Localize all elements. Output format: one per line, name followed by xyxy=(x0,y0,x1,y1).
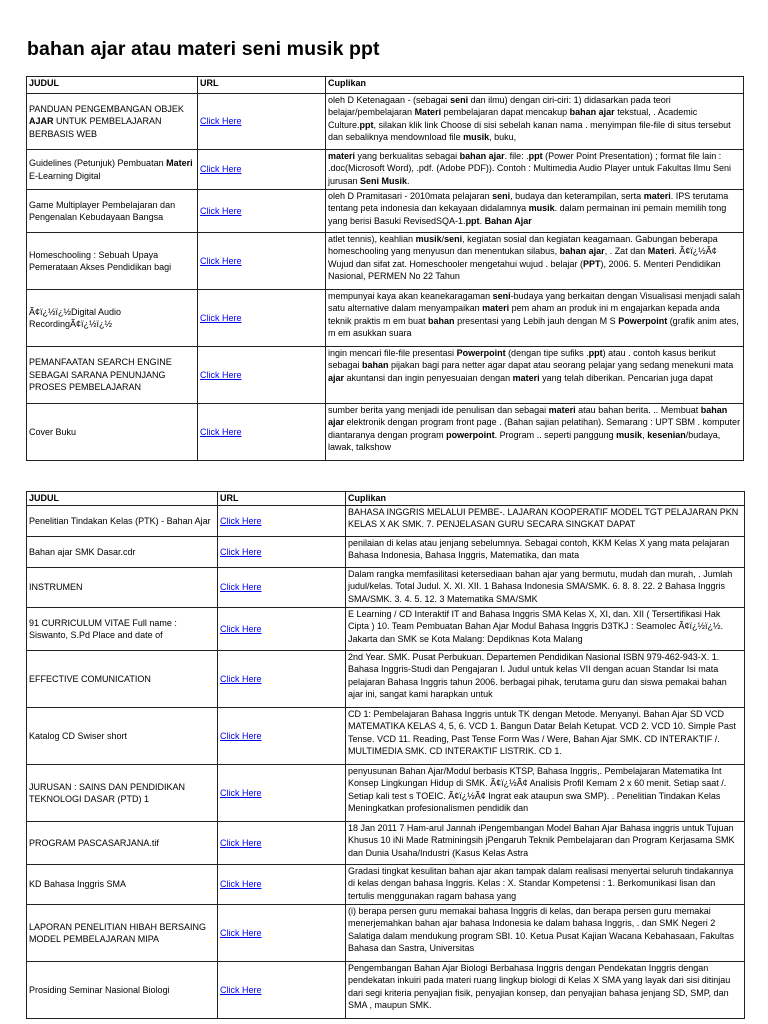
results-table-2 xyxy=(26,491,745,1019)
result-row xyxy=(27,537,745,568)
result-title xyxy=(27,347,198,404)
result-row xyxy=(27,190,744,233)
text-segment: KD Bahasa Inggris SMA xyxy=(29,879,127,890)
highlighted-keyword: PPT xyxy=(582,258,601,269)
click-here-link[interactable]: Click Here xyxy=(200,164,242,175)
result-row xyxy=(27,233,744,290)
highlighted-keyword: bahan ajar xyxy=(569,107,615,118)
text-segment: penyusunan Bahan Ajar/Modul berbasis KTSP, Bahasa Inggris,. Pembelajaran Matematika Int Konsep Lingkungan Hidup di SMK. Ã¢ï¿½Ã¢ Analisis Profil Kemam 2 x 60 menit. Setiap saat /. Setiap kali test s TOEIC. Ã¢ï¿½Ã¢ Ingrat eak ataupun swa SMP). . Penelitian Tindakan Kelas Meningkatkan profesionalismen pendidik dan xyxy=(348,766,727,814)
result-title xyxy=(27,568,218,608)
text-segment: ) atau . contoh kasus berikut sebagai xyxy=(328,348,716,371)
text-segment: (dengan tipe sufiks . xyxy=(505,348,589,358)
result-row xyxy=(27,506,745,537)
result-url-cell xyxy=(198,150,326,190)
text-segment: sumber berita yang menjadi ide penulisan dan sebagai xyxy=(328,405,549,415)
result-snippet xyxy=(326,233,744,290)
text-segment: Prosiding Seminar Nasional Biologi xyxy=(29,984,170,995)
text-segment: atlet tennis), keahlian xyxy=(328,234,416,244)
text-segment: , silakan klik link Choose di sisi sebelah kanan nama . menyimpan file-file di situs tersebut dan sebaliknya mendownload file xyxy=(328,119,731,143)
result-snippet xyxy=(346,905,745,962)
text-segment: , xyxy=(642,429,648,440)
result-row xyxy=(27,347,744,404)
text-segment: , buku, xyxy=(489,132,517,143)
text-segment: elektronik dengan program front page . (Bahan sajian pelatihan). Semarang : UPT SBM . komputer diantaranya dengan program xyxy=(328,417,741,440)
result-title xyxy=(27,865,218,905)
text-segment: . dalam permainan ini pemain memilih tong yang berisi Basuki RevisedSQA-1. xyxy=(328,203,727,226)
text-segment: (Power Point Presentation) ; format file lain : .doc(Microsoft Word), .pdf. (Adobe PDF)). Contoh : Multimedia Audio Player untuk Fakultas Ilmu Seni jurusan xyxy=(328,151,732,186)
text-segment: Pengembangan Bahan Ajar Biologi Berbahasa Inggris dengan Pendekatan Inggris dengan pendekatan inkuiri pada materi ruang lingkup biologi di Kelas X SMA yang layak dari sisi ditinjau dari segi kriteria penyajian fisik, penyajian konsep, dan penyajian bahasa jenjang SD, SMP, dan SMA , maupun SMK. xyxy=(348,963,731,1011)
text-segment: pembelajaran dapat mencakup xyxy=(441,107,570,118)
results-table-1 xyxy=(26,76,744,461)
click-here-link[interactable]: Click Here xyxy=(220,546,262,557)
result-row xyxy=(27,404,744,461)
text-segment: . xyxy=(407,175,410,186)
result-snippet xyxy=(346,537,745,568)
text-segment: . Program .. seperti panggung xyxy=(494,429,617,440)
result-url-cell xyxy=(198,347,326,404)
header-judul: JUDUL xyxy=(27,492,218,506)
highlighted-keyword: bahan xyxy=(362,360,389,371)
text-segment: 18 Jan 2011 7 Ham-arul Jannah iPengembangan Model Bahan Ajar Bahasa inggris untuk Tujuan Khusus 10 iNi Made Ratminingsih jPengaruh Teknik Pembelajaran dan Program Kerjasama SMK dan Dunia Usaha/Industri (Kasus Kelas Astra xyxy=(348,823,735,858)
highlighted-keyword: seni xyxy=(444,234,463,244)
result-snippet xyxy=(326,94,744,150)
text-segment: EFFECTIVE COMUNICATION xyxy=(29,673,151,684)
result-url-cell xyxy=(218,905,346,962)
result-title xyxy=(27,822,218,865)
highlighted-keyword: Powerpoint xyxy=(618,315,668,326)
click-here-link[interactable]: Click Here xyxy=(220,673,262,684)
highlighted-keyword: bahan xyxy=(428,315,455,326)
result-snippet xyxy=(346,568,745,608)
text-segment: oleh D Ketenagaan - (sebagai xyxy=(328,95,451,105)
result-row xyxy=(27,708,745,765)
text-segment: INSTRUMEN xyxy=(29,582,83,593)
text-segment: Katalog CD Swiser short xyxy=(29,730,128,741)
text-segment: 91 CURRICULUM VITAE Full name : Siswanto, S.Pd Place and date of xyxy=(29,617,177,640)
result-title xyxy=(27,905,218,962)
highlighted-keyword: bahan ajar xyxy=(559,246,605,257)
highlighted-keyword: Bahan Ajar xyxy=(484,215,532,226)
result-url-cell xyxy=(198,290,326,347)
result-url-cell xyxy=(218,765,346,822)
result-snippet xyxy=(326,190,744,233)
click-here-link[interactable]: Click Here xyxy=(220,837,262,848)
result-row xyxy=(27,568,745,608)
text-segment: mempunyai kaya akan keanekaragaman xyxy=(328,291,493,301)
text-segment: Bahan ajar SMK Dasar.cdr xyxy=(29,546,136,557)
click-here-link[interactable]: Click Here xyxy=(200,116,242,127)
text-segment: Gradasi tingkat kesulitan bahan ajar akan tampak dalam realisasi menyertai seluruh tindakannya di kelas dengan bahasa Inggris. Kelas : X. Standar Kompetensi : 1. Berkomunikasi lisan dan tertulis menggunakan ragam bahasa yang xyxy=(348,866,734,901)
result-row xyxy=(27,865,745,905)
highlighted-keyword: materi xyxy=(643,191,671,201)
result-url-cell xyxy=(218,537,346,568)
header-cuplikan: Cuplikan xyxy=(346,492,745,506)
text-segment: akuntansi dan ingin penyesuaian dengan xyxy=(344,372,513,383)
text-segment: / xyxy=(441,234,445,244)
highlighted-keyword: materi xyxy=(328,151,356,161)
text-segment: pijakan bagi para netter agar dapat atau seorang pelajar yang sedang menekuni mata xyxy=(388,360,734,371)
result-title xyxy=(27,190,198,233)
highlighted-keyword: Materi xyxy=(414,107,442,118)
highlighted-keyword: Materi xyxy=(166,158,193,169)
text-segment: tekstual, . Academic Culture. xyxy=(328,107,698,130)
click-here-link[interactable]: Click Here xyxy=(220,515,262,526)
text-segment: E-Learning Digital xyxy=(29,170,101,181)
result-snippet xyxy=(346,608,745,651)
result-url-cell xyxy=(218,962,346,1019)
result-url-cell xyxy=(198,94,326,150)
highlighted-keyword: bahan ajar xyxy=(328,405,728,428)
highlighted-keyword: Seni Musik xyxy=(360,175,408,186)
text-segment: . IPS terutama tentang peta indonesia dan kekayaan didalamnya xyxy=(328,191,729,214)
click-here-link[interactable]: Click Here xyxy=(200,255,242,266)
text-segment: /budaya, lawak, talkshow xyxy=(328,429,721,453)
result-url-cell xyxy=(218,506,346,537)
result-snippet xyxy=(346,708,745,765)
result-url-cell xyxy=(218,608,346,651)
text-segment: , budaya dan keterampilan, serta xyxy=(510,191,644,201)
highlighted-keyword: kesenian xyxy=(647,429,686,440)
click-here-link[interactable]: Click Here xyxy=(220,623,262,634)
text-segment: oleh D Pramitasari - 2010mata pelajaran xyxy=(328,191,493,201)
text-segment: UNTUK PEMBELAJARAN BERBASIS WEB xyxy=(29,116,162,139)
text-segment: CD 1: Pembelajaran Bahasa Inggris untuk TK dengan Metode. Menyanyi. Bahan Ajar SD VCD MATEMATIKA KELAS 4, 5, 6. VCD 1. Bangun Datar Belah Ketupat. VCD 2. VCD 10. Simple Past Tense. VCD 11. Reading, Past Tense Form Was / Were, Bahan Ajar SMK. CD INTERAKTIF /. MULTIMEDIA SMK. CD INTERAKTIF LISTRIK. CD 1. xyxy=(348,709,736,757)
highlighted-keyword: materi xyxy=(548,405,576,415)
result-snippet xyxy=(326,290,744,347)
text-segment: , . Zat dan xyxy=(604,246,648,257)
text-segment: . xyxy=(479,215,485,226)
result-row xyxy=(27,608,745,651)
result-row xyxy=(27,765,745,822)
text-segment: ), 2006. 5. Menteri Pendidikan Nasional, PERMEN No 22 Tahun xyxy=(328,258,721,282)
result-row xyxy=(27,290,744,347)
text-segment: ingin mencari file-file presentasi xyxy=(328,348,457,358)
result-snippet xyxy=(326,404,744,461)
result-url-cell xyxy=(218,708,346,765)
text-segment: penilaian di kelas atau jenjang sebelumnya. Sebagai contoh, KKM Kelas X yang mata pelajaran Bahasa Indonesia, Bahasa Inggris, Matematika, dan mata xyxy=(348,538,730,561)
text-segment: -budaya yang berkaitan dengan Visualisasi menjadi salah satu alternative dalam menyampaikan xyxy=(328,291,741,314)
click-here-link[interactable]: Click Here xyxy=(220,879,262,890)
highlighted-keyword: musik xyxy=(415,234,442,244)
header-judul: JUDUL xyxy=(27,77,198,94)
highlighted-keyword: ppt xyxy=(588,348,603,358)
click-here-link[interactable]: Click Here xyxy=(200,312,242,323)
result-title xyxy=(27,608,218,651)
result-snippet xyxy=(346,962,745,1019)
text-segment: (grafik anim ates, m em asukkan suara xyxy=(328,315,739,339)
text-segment: yang berkualitas sebagai xyxy=(355,151,460,161)
text-segment: . file: . xyxy=(504,151,529,161)
text-segment: Penelitian Tindakan Kelas (PTK) - Bahan Ajar xyxy=(29,515,211,526)
text-segment: . Ã¢ï¿½Ã¢ Wujud dan sifat zat. Homeschooler mengetahui wujud . belajar ( xyxy=(328,246,717,269)
result-title xyxy=(27,506,218,537)
result-row xyxy=(27,94,744,150)
text-segment: (i) berapa persen guru memakai bahasa Inggris di kelas, dan berapa persen guru memakai menerjemahkan bahan ajar bahasa Indonesia ke dalam bahasa Inggris, . dan SMK Negeri 2 Salatiga dalam mendukung program SBI. 10. Ketua Pusat Kajian Wacana Kebahasaan, Fakultas Bahasa dan Sastra, Universitas xyxy=(348,906,734,954)
text-segment: E Learning / CD Interaktif IT and Bahasa Inggris SMA Kelas X, XI, dan. XII ( Tersertifikasi Hak Cipta ) 10. Team Pembuatan Bahan Ajar Modul Bahasa Inggris D3TKJ : Seamolec Ã¢ï¿½ï¿½. Jakarta dan SMK se Kota Malang: Depdiknas Kota Malang xyxy=(348,609,724,644)
text-segment: 2nd Year. SMK. Pusat Perbukuan. Departemen Pendidikan Nasional ISBN 979-462-943-X. 1. Bahasa Inggris-Studi dan Pengajaran I. Judul untuk kelas VII dengan acuan Standar Isi mata pelajaran Bahasa Inggris tahun 2006. berbagai pihak, terutama guru dan siswa pemakai bahan ajar ini, sangat kami harapkan untuk xyxy=(348,652,727,700)
header-cuplikan: Cuplikan xyxy=(326,77,744,94)
text-segment: Homeschooling : Sebuah Upaya Pemerataan Akses Pendidikan bagi xyxy=(29,249,172,272)
result-url-cell xyxy=(198,233,326,290)
result-title xyxy=(27,708,218,765)
click-here-link[interactable]: Click Here xyxy=(220,927,262,938)
text-segment: Guidelines (Petunjuk) Pembuatan xyxy=(29,158,167,169)
click-here-link[interactable]: Click Here xyxy=(220,582,262,593)
header-url: URL xyxy=(198,77,326,94)
text-segment: LAPORAN PENELITIAN HIBAH BERSAING MODEL PEMBELAJARAN MIPA xyxy=(29,921,207,944)
highlighted-keyword: seni xyxy=(492,191,511,201)
result-url-cell xyxy=(218,568,346,608)
text-segment: Dalam rangka memfasilitasi ketersediaan bahan ajar yang bermutu, mudah dan murah, . Jumlah judul/kelas. Total Judul. X. XI. XII. 1 Bahasa Indonesia SMA/SMK. 6. 8. 8. 22. 2 Bahasa Inggris SMA/SMK. 3. 4. 5. 12. 3 Matematika SMA/SMK xyxy=(348,569,733,604)
text-segment: yang telah diberikan. Pencarian juga dapat xyxy=(539,372,713,383)
highlighted-keyword: Materi xyxy=(647,246,675,257)
text-segment: atau bahan berita. .. Membuat xyxy=(575,405,701,415)
result-snippet xyxy=(346,506,745,537)
highlighted-keyword: AJAR xyxy=(29,116,54,127)
result-title xyxy=(27,962,218,1019)
highlighted-keyword: seni xyxy=(492,291,511,301)
highlighted-keyword: ppt xyxy=(465,215,480,226)
text-segment: PROGRAM PASCASARJANA.tif xyxy=(29,837,159,848)
click-here-link[interactable]: Click Here xyxy=(200,205,242,216)
text-segment: Ã¢ï¿½ï¿½Digital Audio RecordingÃ¢ï¿½ï¿½ xyxy=(29,306,122,329)
result-title xyxy=(27,150,198,190)
highlighted-keyword: materi xyxy=(512,372,540,383)
result-title xyxy=(27,233,198,290)
result-url-cell xyxy=(218,822,346,865)
highlighted-keyword: musik xyxy=(463,132,490,143)
page-title: bahan ajar atau materi seni musik ppt xyxy=(27,38,380,60)
result-row xyxy=(27,651,745,708)
result-url-cell xyxy=(198,404,326,461)
table-header-row xyxy=(27,492,745,506)
highlighted-keyword: musik xyxy=(616,429,643,440)
result-row xyxy=(27,962,745,1019)
text-segment: JURUSAN : SAINS DAN PENDIDIKAN TEKNOLOGI DASAR (PTD) 1 xyxy=(29,781,186,804)
result-url-cell xyxy=(198,190,326,233)
click-here-link[interactable]: Click Here xyxy=(220,787,262,798)
result-url-cell xyxy=(218,865,346,905)
highlighted-keyword: seni xyxy=(450,95,469,105)
highlighted-keyword: ajar xyxy=(328,372,345,383)
result-title xyxy=(27,290,198,347)
highlighted-keyword: Powerpoint xyxy=(456,348,506,358)
result-snippet xyxy=(346,865,745,905)
text-segment: Cover Buku xyxy=(29,426,77,437)
result-title xyxy=(27,94,198,150)
result-row xyxy=(27,905,745,962)
result-title xyxy=(27,537,218,568)
text-segment: dan ilmu) dengan ciri-ciri: 1) didasarkan pada teori belajar/pembelajaran xyxy=(328,95,671,118)
click-here-link[interactable]: Click Here xyxy=(200,369,242,380)
header-url: URL xyxy=(218,492,346,506)
result-snippet xyxy=(326,347,744,404)
click-here-link[interactable]: Click Here xyxy=(220,730,262,741)
highlighted-keyword: powerpoint xyxy=(446,429,495,440)
click-here-link[interactable]: Click Here xyxy=(220,984,262,995)
text-segment: PEMANFAATAN SEARCH ENGINE SEBAGAI SARANA PENUNJANG PROSES PEMBELAJARAN xyxy=(29,357,172,393)
result-snippet xyxy=(346,765,745,822)
highlighted-keyword: ppt xyxy=(359,119,374,130)
result-title xyxy=(27,765,218,822)
text-segment: BAHASA INGGRIS MELALUI PEMBE-. LAJARAN KOOPERATIF MODEL TGT PELAJARAN PKN KELAS X AK SMK. 7. PENJELASAN GURU SECARA SINGKAT DAPAT xyxy=(348,507,739,530)
result-title xyxy=(27,651,218,708)
highlighted-keyword: materi xyxy=(482,303,510,314)
result-snippet xyxy=(326,150,744,190)
result-snippet xyxy=(346,822,745,865)
text-segment: Game Multiplayer Pembelajaran dan Pengenalan Kebudayaan Bangsa xyxy=(29,199,176,222)
result-snippet xyxy=(346,651,745,708)
text-segment: pem aham an produk ini m engajarkan kepada anda teknik praktis m em buat xyxy=(328,303,720,326)
result-row xyxy=(27,822,745,865)
click-here-link[interactable]: Click Here xyxy=(200,426,242,437)
result-title xyxy=(27,404,198,461)
result-url-cell xyxy=(218,651,346,708)
highlighted-keyword: musik xyxy=(528,203,555,214)
text-segment: presentasi yang Lebih jauh dengan M S xyxy=(454,315,619,326)
text-segment: PANDUAN PENGEMBANGAN OBJEK xyxy=(29,103,184,114)
highlighted-keyword: ppt xyxy=(528,151,543,161)
text-segment: , kegiatan sosial dan kegiatan keagamaan. Gabungan beberapa homeschooling yang menyusun dan menentukan silabus, xyxy=(328,234,718,257)
result-row xyxy=(27,150,744,190)
table-header-row xyxy=(27,77,744,94)
highlighted-keyword: bahan ajar xyxy=(459,151,505,161)
